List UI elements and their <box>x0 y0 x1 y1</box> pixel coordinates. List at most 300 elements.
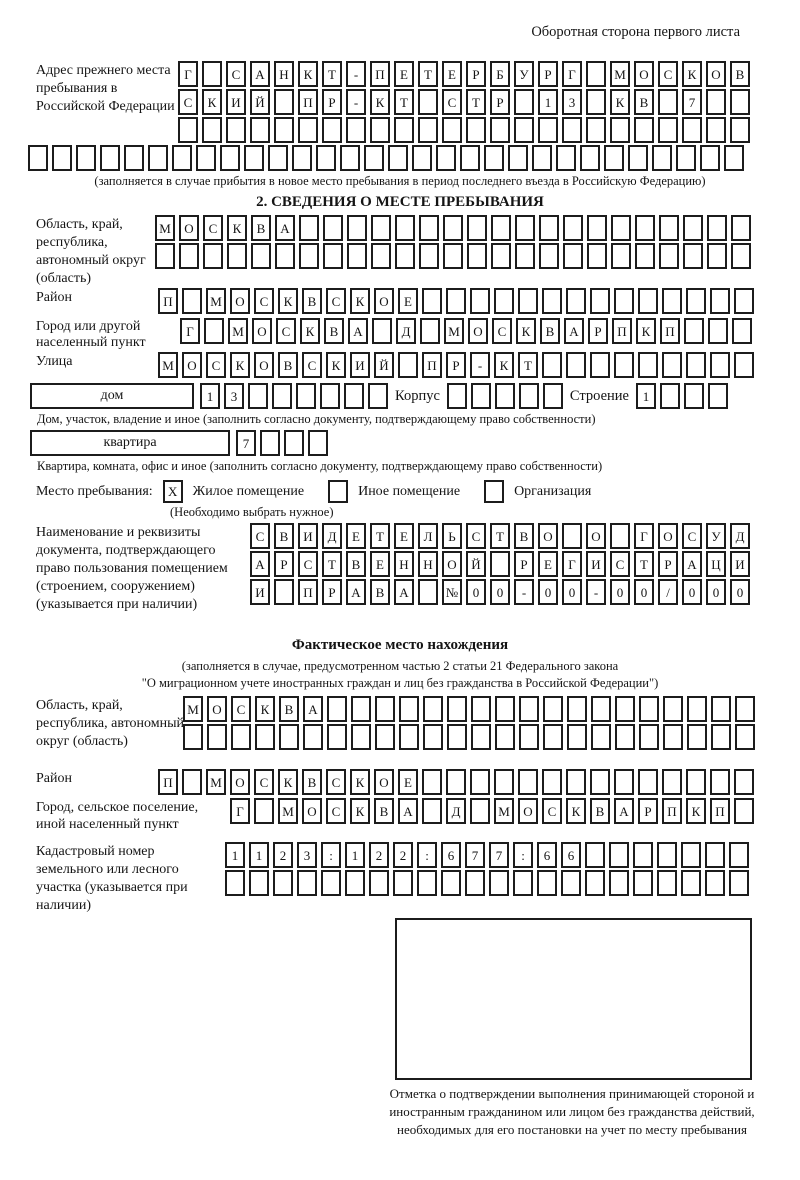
actual-location-note-1: (заполняется в случае, предусмотренном частью 2 статьи 21 Федерального закона <box>181 659 619 673</box>
char-box <box>542 352 562 378</box>
char-box: 0 <box>562 579 582 605</box>
char-row <box>250 551 800 577</box>
char-box: Р <box>658 551 678 577</box>
char-box <box>708 318 728 344</box>
char-box <box>52 145 72 171</box>
char-box <box>682 117 702 143</box>
char-box <box>299 243 319 269</box>
char-box <box>634 117 654 143</box>
char-box: 7 <box>489 842 509 868</box>
char-row <box>158 352 800 378</box>
char-box: - <box>586 579 606 605</box>
char-box: И <box>250 579 270 605</box>
char-box: В <box>370 579 390 605</box>
char-box: А <box>614 798 634 824</box>
char-box <box>635 243 655 269</box>
char-box <box>155 243 175 269</box>
char-box <box>420 318 440 344</box>
char-box: К <box>682 61 702 87</box>
korpus-label: Корпус <box>395 387 440 404</box>
char-box: К <box>350 769 370 795</box>
char-box: Г <box>180 318 200 344</box>
char-box: 0 <box>706 579 726 605</box>
char-box <box>610 523 630 549</box>
char-box <box>508 145 528 171</box>
korpus-row <box>447 383 563 409</box>
char-box: - <box>470 352 490 378</box>
char-box <box>614 769 634 795</box>
char-box: С <box>658 61 678 87</box>
stay-note: (Необходимо выбрать нужное) <box>170 505 334 519</box>
char-box: Т <box>518 352 538 378</box>
char-box: 1 <box>636 383 656 409</box>
char-box <box>734 352 754 378</box>
char-box <box>707 243 727 269</box>
char-box <box>686 352 706 378</box>
char-box: Л <box>418 523 438 549</box>
char-box <box>705 870 725 896</box>
char-box <box>706 89 726 115</box>
char-box <box>538 117 558 143</box>
char-box <box>441 870 461 896</box>
char-box <box>204 318 224 344</box>
char-box: К <box>326 352 346 378</box>
char-box: С <box>442 89 462 115</box>
char-box: К <box>370 89 390 115</box>
char-box <box>590 769 610 795</box>
char-box: М <box>158 352 178 378</box>
char-box: В <box>302 769 322 795</box>
char-box: О <box>586 523 606 549</box>
char-box: Н <box>418 551 438 577</box>
cadastre-block <box>0 842 800 914</box>
char-box: Е <box>398 769 418 795</box>
char-box: К <box>227 215 247 241</box>
char-box: О <box>179 215 199 241</box>
city-label: Город или другой населенный пункт <box>36 319 146 350</box>
char-box: К <box>350 288 370 314</box>
char-box <box>686 769 706 795</box>
prev-address-note: (заполняется в случае прибытия в новое место пребывания в период последнего въезда в Российскую Федерацию) <box>94 174 706 188</box>
char-box: С <box>326 288 346 314</box>
char-box: В <box>302 288 322 314</box>
char-box <box>614 352 634 378</box>
char-box <box>537 870 557 896</box>
char-box: : <box>321 842 341 868</box>
cadastre-label: Кадастровый номер земельного или лесного участка (указывается при наличии) <box>36 844 188 913</box>
char-box: Д <box>446 798 466 824</box>
char-box <box>178 117 198 143</box>
char-box <box>609 870 629 896</box>
char-box <box>633 842 653 868</box>
char-box: 0 <box>730 579 750 605</box>
char-box: С <box>254 288 274 314</box>
char-box: П <box>710 798 730 824</box>
char-box: А <box>303 696 323 722</box>
stay-type-line <box>36 479 800 504</box>
char-box <box>518 769 538 795</box>
char-box: 6 <box>441 842 461 868</box>
house-number-row <box>200 383 388 409</box>
char-box <box>495 724 515 750</box>
char-box: 3 <box>297 842 317 868</box>
char-box <box>628 145 648 171</box>
char-box: Д <box>730 523 750 549</box>
street-label: Улица <box>36 354 73 369</box>
char-box <box>660 383 680 409</box>
char-box: С <box>326 798 346 824</box>
char-box <box>274 117 294 143</box>
char-box <box>418 117 438 143</box>
char-box <box>220 145 240 171</box>
char-box: 2 <box>369 842 389 868</box>
char-box: О <box>254 352 274 378</box>
char-box <box>615 724 635 750</box>
char-box <box>611 215 631 241</box>
char-box: О <box>302 798 322 824</box>
char-box <box>734 288 754 314</box>
char-box <box>730 117 750 143</box>
char-box: А <box>682 551 702 577</box>
actual-city-label: Город, сельское поселение, иной населенный пункт <box>36 800 199 832</box>
char-box <box>375 696 395 722</box>
char-box <box>542 288 562 314</box>
char-box <box>202 117 222 143</box>
char-row <box>180 318 800 344</box>
char-box <box>710 352 730 378</box>
char-box: И <box>298 523 318 549</box>
char-box: Й <box>374 352 394 378</box>
char-box <box>471 724 491 750</box>
char-box <box>638 288 658 314</box>
char-box <box>203 243 223 269</box>
actual-region-label: Область, край, республика, автономный округ (область) <box>36 698 185 749</box>
char-box: М <box>494 798 514 824</box>
region-block <box>0 215 800 287</box>
char-box <box>231 724 251 750</box>
char-box <box>470 288 490 314</box>
actual-district-rows <box>158 769 800 795</box>
stroenie-row <box>636 383 728 409</box>
char-box <box>561 870 581 896</box>
char-row <box>183 696 800 722</box>
char-box: О <box>658 523 678 549</box>
char-box <box>327 696 347 722</box>
char-box: О <box>374 769 394 795</box>
char-row <box>28 145 800 171</box>
char-box: К <box>494 352 514 378</box>
char-box <box>274 579 294 605</box>
char-box: С <box>276 318 296 344</box>
char-box <box>609 842 629 868</box>
char-box <box>662 352 682 378</box>
char-box <box>227 243 247 269</box>
char-box <box>657 870 677 896</box>
char-box <box>490 551 510 577</box>
char-row <box>250 579 800 605</box>
char-box: Г <box>562 61 582 87</box>
char-box: А <box>398 798 418 824</box>
char-box <box>532 145 552 171</box>
char-box: Р <box>466 61 486 87</box>
char-box: С <box>203 215 223 241</box>
char-box <box>611 243 631 269</box>
char-box: Р <box>538 61 558 87</box>
char-box: П <box>158 288 178 314</box>
char-box: В <box>730 61 750 87</box>
char-row <box>158 288 800 314</box>
char-row <box>158 769 800 795</box>
char-box: № <box>442 579 462 605</box>
char-box: А <box>275 215 295 241</box>
char-box: П <box>370 61 390 87</box>
char-box <box>724 145 744 171</box>
char-box: Р <box>446 352 466 378</box>
char-box <box>76 145 96 171</box>
char-box: Е <box>538 551 558 577</box>
char-box <box>321 870 341 896</box>
char-box: М <box>206 288 226 314</box>
char-box <box>470 798 490 824</box>
char-box <box>587 215 607 241</box>
char-box: Н <box>394 551 414 577</box>
char-box: К <box>516 318 536 344</box>
char-box <box>676 145 696 171</box>
char-box: В <box>634 89 654 115</box>
char-box <box>124 145 144 171</box>
char-box: 1 <box>249 842 269 868</box>
char-box <box>515 215 535 241</box>
char-box <box>686 288 706 314</box>
char-box <box>398 352 418 378</box>
char-box <box>471 383 491 409</box>
char-box: К <box>255 696 275 722</box>
char-box <box>423 696 443 722</box>
char-box <box>248 383 268 409</box>
char-box: К <box>300 318 320 344</box>
char-box: Р <box>638 798 658 824</box>
char-box: О <box>374 288 394 314</box>
char-box <box>207 724 227 750</box>
char-box <box>519 383 539 409</box>
char-box: К <box>230 352 250 378</box>
stay-option-checkbox-residential: X <box>163 480 183 503</box>
char-row <box>178 89 800 115</box>
char-box <box>388 145 408 171</box>
char-box: К <box>202 89 222 115</box>
char-box: К <box>610 89 630 115</box>
section2-title: 2. СВЕДЕНИЯ О МЕСТЕ ПРЕБЫВАНИЯ <box>256 194 544 210</box>
char-box: Е <box>442 61 462 87</box>
char-box: И <box>226 89 246 115</box>
apartment-line <box>30 430 800 456</box>
char-box: Р <box>490 89 510 115</box>
char-box <box>566 288 586 314</box>
actual-location-note-2: "О миграционном учете иностранных граждан и лиц без гражданства в Российской Федерации") <box>141 676 659 690</box>
char-box <box>395 243 415 269</box>
char-box: О <box>442 551 462 577</box>
char-box <box>465 870 485 896</box>
char-box: Г <box>230 798 250 824</box>
char-box <box>556 145 576 171</box>
char-box <box>284 430 304 456</box>
char-row <box>178 117 800 143</box>
char-box: 0 <box>634 579 654 605</box>
char-box: П <box>298 579 318 605</box>
char-box <box>470 769 490 795</box>
char-box: Ь <box>442 523 462 549</box>
char-box: Й <box>466 551 486 577</box>
prev-address-rows <box>178 61 800 143</box>
char-box <box>590 352 610 378</box>
char-box: В <box>540 318 560 344</box>
char-box <box>610 117 630 143</box>
char-box: - <box>346 61 366 87</box>
char-box <box>268 145 288 171</box>
char-row <box>230 798 800 824</box>
char-box <box>225 870 245 896</box>
char-box <box>734 769 754 795</box>
char-row <box>250 523 800 549</box>
char-box <box>296 383 316 409</box>
char-box: И <box>350 352 370 378</box>
char-box <box>514 89 534 115</box>
char-box <box>586 61 606 87</box>
char-box <box>495 383 515 409</box>
char-box <box>308 430 328 456</box>
char-box: 7 <box>236 430 256 456</box>
char-box: 7 <box>682 89 702 115</box>
char-box <box>226 117 246 143</box>
doc-rows <box>250 523 800 605</box>
char-box <box>351 724 371 750</box>
char-box: У <box>514 61 534 87</box>
char-box <box>711 724 731 750</box>
char-box: 1 <box>200 383 220 409</box>
char-box <box>297 870 317 896</box>
char-box: 1 <box>225 842 245 868</box>
page-header-note: Оборотная сторона первого листа <box>531 24 740 40</box>
char-box <box>659 243 679 269</box>
apartment-type-cell: квартира <box>30 430 230 456</box>
char-box <box>272 383 292 409</box>
char-box: К <box>278 769 298 795</box>
stay-option-label-other: Иное помещение <box>358 483 461 499</box>
actual-district-label: Район <box>36 771 72 786</box>
char-box <box>633 870 653 896</box>
char-box <box>491 243 511 269</box>
stay-type-label: Место пребывания: <box>36 483 153 499</box>
char-box <box>710 769 730 795</box>
prev-address-block <box>0 61 800 143</box>
char-box <box>662 769 682 795</box>
char-box <box>706 117 726 143</box>
char-box <box>566 769 586 795</box>
char-box <box>447 696 467 722</box>
char-box: В <box>251 215 271 241</box>
char-box <box>446 288 466 314</box>
char-box <box>683 215 703 241</box>
char-box: С <box>206 352 226 378</box>
char-box: - <box>514 579 534 605</box>
char-box <box>567 724 587 750</box>
char-box: В <box>274 523 294 549</box>
char-box <box>735 696 755 722</box>
char-box <box>687 696 707 722</box>
char-box <box>182 288 202 314</box>
char-box: И <box>730 551 750 577</box>
char-box <box>395 215 415 241</box>
char-box: 2 <box>273 842 293 868</box>
char-box <box>418 579 438 605</box>
char-box: / <box>658 579 678 605</box>
char-box <box>28 145 48 171</box>
district-label: Район <box>36 290 72 305</box>
region-label: Область, край, республика, автономный округ (область) <box>36 217 146 286</box>
char-box: М <box>183 696 203 722</box>
char-box: В <box>514 523 534 549</box>
char-box <box>543 383 563 409</box>
char-box: С <box>226 61 246 87</box>
char-box: Т <box>394 89 414 115</box>
char-box <box>418 89 438 115</box>
char-box <box>659 215 679 241</box>
char-box <box>251 243 271 269</box>
char-box <box>490 117 510 143</box>
char-box <box>298 117 318 143</box>
char-box: О <box>538 523 558 549</box>
char-box <box>323 215 343 241</box>
char-box <box>422 769 442 795</box>
char-box <box>735 724 755 750</box>
char-box <box>196 145 216 171</box>
char-box <box>658 117 678 143</box>
char-box <box>590 288 610 314</box>
char-box: С <box>178 89 198 115</box>
char-box: П <box>298 89 318 115</box>
char-box: 0 <box>490 579 510 605</box>
stroenie-label: Строение <box>569 387 629 404</box>
house-type-cell: дом <box>30 383 194 409</box>
stamp-caption: Отметка о подтверждении выполнения принимающей стороной и иностранным гражданином или лицом без гражданства действий, необходимых для его постановки на учет по месту пребывания <box>389 1086 755 1137</box>
char-box <box>681 870 701 896</box>
char-box <box>182 769 202 795</box>
char-box <box>684 318 704 344</box>
char-box: С <box>492 318 512 344</box>
char-box: Т <box>418 61 438 87</box>
char-box: О <box>252 318 272 344</box>
char-box: П <box>662 798 682 824</box>
char-box <box>412 145 432 171</box>
char-box: М <box>155 215 175 241</box>
char-box <box>585 870 605 896</box>
char-box: О <box>634 61 654 87</box>
char-box: А <box>564 318 584 344</box>
char-box <box>323 243 343 269</box>
district-rows <box>158 288 800 314</box>
char-box <box>347 243 367 269</box>
char-box: П <box>158 769 178 795</box>
char-box <box>639 696 659 722</box>
char-box: Г <box>178 61 198 87</box>
apartment-number-row <box>236 430 328 456</box>
char-box: О <box>706 61 726 87</box>
char-box: Е <box>346 523 366 549</box>
char-row <box>155 215 800 241</box>
char-row <box>225 870 800 896</box>
cadastre-rows <box>225 842 800 896</box>
char-box: В <box>324 318 344 344</box>
